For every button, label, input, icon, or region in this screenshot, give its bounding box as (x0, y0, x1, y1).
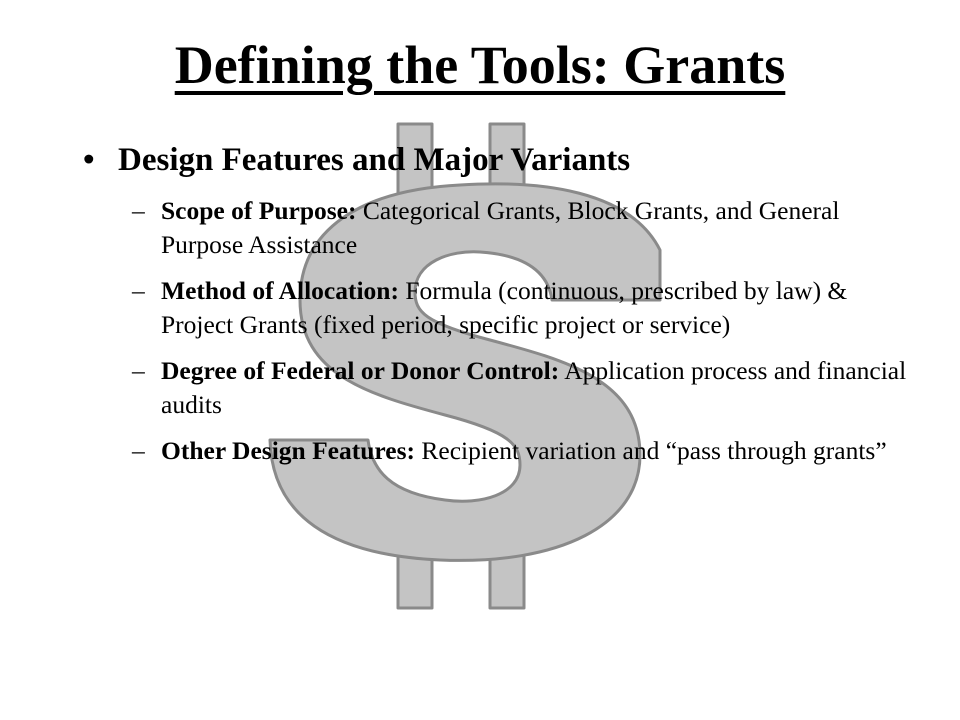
sub-bullet-degree-of-control (132, 354, 922, 422)
dash-marker: – (132, 276, 145, 305)
main-bullet-text: Design Features and Major Variants (118, 142, 631, 178)
sub-bullet-lead: Scope of Purpose: (161, 196, 357, 225)
sub-bullet-lead: Degree of Federal or Donor Control: (161, 356, 560, 385)
sub-bullet-text: Application process and financial audits (161, 356, 907, 419)
dash-marker: – (132, 436, 145, 465)
sub-bullet-lead: Method of Allocation: (161, 276, 399, 305)
main-bullet (83, 138, 903, 182)
sub-bullet-scope-of-purpose (132, 194, 922, 262)
sub-bullet-list (132, 194, 922, 480)
sub-bullet-text: Categorical Grants, Block Grants, and General Purpose Assistance (161, 196, 840, 259)
page-title (0, 30, 960, 100)
title-text: Defining the Tools: Grants (174, 35, 786, 95)
sub-bullet-lead: Other Design Features: (161, 436, 416, 465)
sub-bullet-text: Recipient variation and “pass through grants” (415, 436, 887, 465)
bullet-marker: • (83, 142, 95, 178)
sub-bullet-method-of-allocation (132, 274, 922, 342)
sub-bullet-text: Formula (continuous, prescribed by law) & Project Grants (fixed period, specific project or service) (161, 276, 848, 339)
dash-marker: – (132, 356, 145, 385)
sub-bullet-other-design-features (132, 434, 922, 468)
dash-marker: – (132, 196, 145, 225)
